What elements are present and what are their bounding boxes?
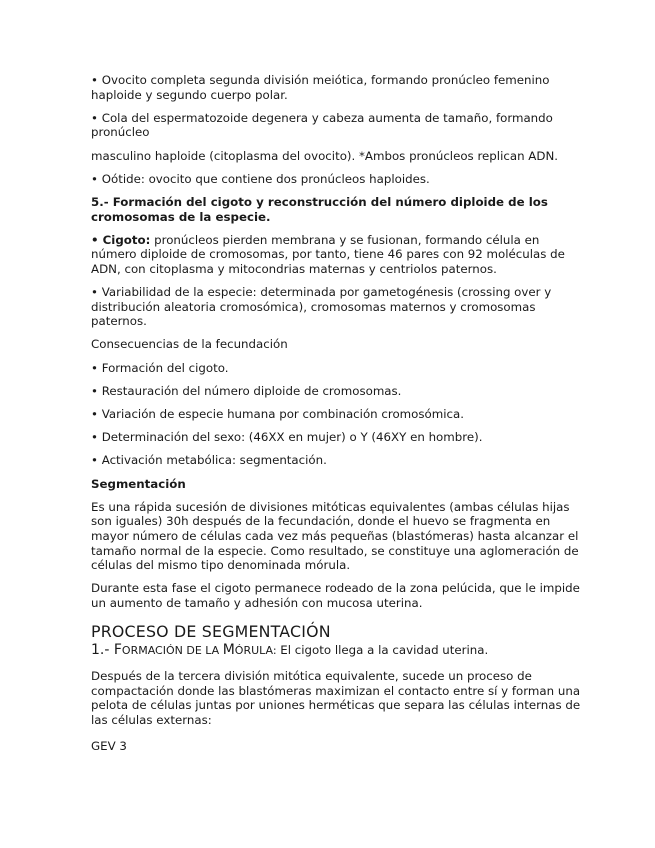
subheading-number: 1.-: [91, 641, 114, 658]
subheading-initial-f: F: [113, 641, 122, 658]
subheading-ormacion: ORMACIÓN DE LA: [121, 643, 223, 657]
subheading-text: El cigoto llega a la cavidad uterina.: [276, 642, 489, 657]
paragraph-masculino-haploide: masculino haploide (citoplasma del ovocito). *Ambos pronúcleos replican ADN.: [91, 148, 559, 163]
list-item-consecuencia-5: • Activación metabólica: segmentación.: [91, 453, 327, 468]
list-item-consecuencia-1: • Formación del cigoto.: [91, 360, 229, 375]
cigoto-label: • Cigoto:: [91, 232, 151, 247]
cigoto-text: pronúcleos pierden membrana y se fusionan, formando célula en número diploide de cromosomas, por tanto, tiene 46 pares con 92 moléculas de ADN, con citoplasma y mitocondrias maternas y centriolos paternos.: [91, 232, 565, 276]
subheading-initial-m: M: [222, 641, 235, 658]
paragraph-ootide: • Oótide: ovocito que contiene dos pronúcleos haploides.: [91, 171, 430, 186]
paragraph-segmentacion-2: Durante esta fase el cigoto permanece rodeado de la zona pelúcida, que le impide un aumento de tamaño y adhesión con mucosa uterina.: [91, 581, 580, 610]
heading-proceso-segmentacion: PROCESO DE SEGMENTACIÓN: [91, 621, 331, 641]
section-heading-5: 5.- Formación del cigoto y reconstrucción del número diploide de los cromosomas de la especie.: [91, 194, 548, 224]
subheading-orula: ÓRULA:: [234, 643, 277, 657]
subheading-formacion-morula: [91, 643, 583, 659]
paragraph-segmentacion-1: Es una rápida sucesión de divisiones mitóticas equivalentes (ambas células hijas son iguales) 30h después de la fecundación, donde el huevo se fragmenta en mayor número de células cada vez más pequeñas (blastómeras) hasta alcanzar el tamaño normal de la especie. Como resultado, se constituye una aglomeración de células del mismo tipo denominada mórula.: [91, 499, 579, 573]
paragraph-cola-espermatozoide: • Cola del espermatozoide degenera y cabeza aumenta de tamaño, formando pronúcleo: [91, 110, 553, 140]
list-item-consecuencia-2: • Restauración del número diploide de cromosomas.: [91, 383, 402, 398]
page-footer: GEV 3: [91, 738, 127, 753]
paragraph-cigoto: [91, 233, 583, 277]
list-item-consecuencia-3: • Variación de especie humana por combinación cromosómica.: [91, 407, 464, 422]
paragraph-morula: Después de la tercera división mitótica equivalente, sucede un proceso de compactación donde las blastómeras maximizan el contacto entre sí y forman una pelota de células juntas por uniones herméticas que separa las células internas de las células externas:: [91, 669, 581, 727]
list-item-consecuencia-4: • Determinación del sexo: (46XX en mujer) o Y (46XY en hombre).: [91, 430, 483, 445]
section-heading-segmentacion: Segmentación: [91, 476, 186, 491]
paragraph-variabilidad: • Variabilidad de la especie: determinada por gametogénesis (crossing over y distribución aleatoria cromosómica), cromosomas maternos y cromosomas paternos.: [91, 285, 552, 329]
document-body: [91, 73, 583, 762]
paragraph-consecuencias: Consecuencias de la fecundación: [91, 337, 288, 352]
paragraph-ovocito: • Ovocito completa segunda división meiótica, formando pronúcleo femenino haploide y segundo cuerpo polar.: [91, 73, 550, 102]
